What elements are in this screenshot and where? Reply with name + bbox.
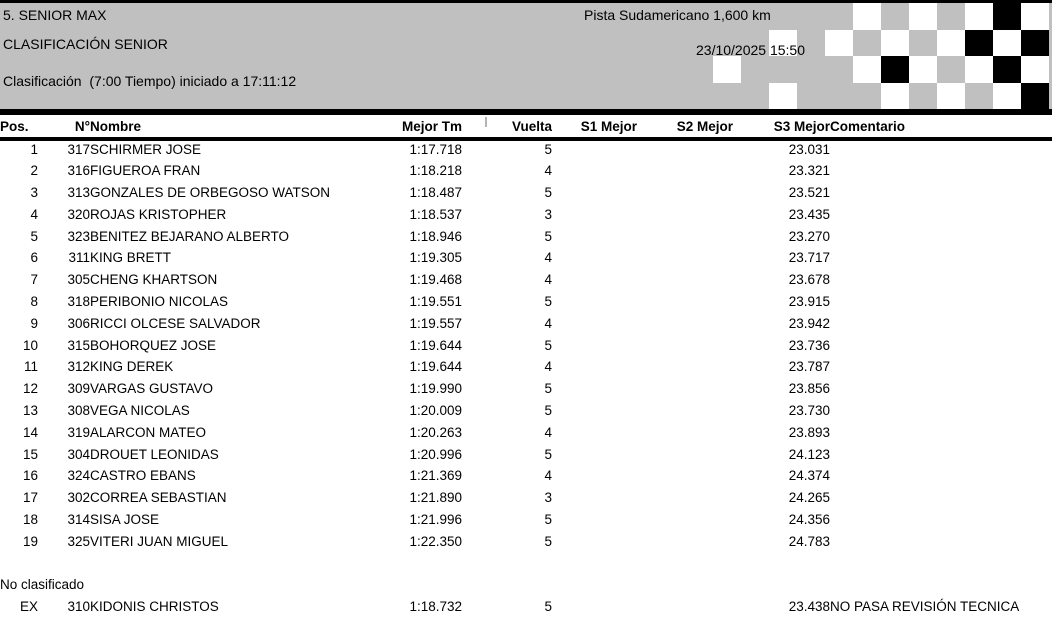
checker-cell: [713, 83, 741, 110]
cell-s3: 24.123: [788, 446, 830, 462]
checker-cell: [853, 30, 881, 57]
cell-s1: [552, 466, 637, 488]
checker-cell: [937, 30, 965, 57]
cell-name: RICCI OLCESE SALVADOR: [90, 315, 261, 331]
cell-pos: 5: [30, 228, 38, 244]
cell-s3: 23.438: [788, 599, 830, 615]
cell-s3: 24.265: [788, 490, 830, 506]
event-name: CLASIFICACIÓN SENIOR: [3, 36, 168, 52]
cell-pos: 3: [30, 185, 38, 201]
report-header-band: [0, 0, 1052, 115]
cell-name: GONZALES DE ORBEGOSO WATSON: [90, 185, 331, 201]
cell-best: 1:21.369: [409, 468, 462, 484]
cell-best: 1:18.487: [409, 185, 462, 201]
spacer-row: [0, 553, 1052, 575]
cell-comment: [830, 270, 1052, 292]
checker-cell: [825, 56, 853, 83]
cell-comment: [830, 204, 1052, 226]
checker-cell: [825, 83, 853, 110]
result-row: [0, 161, 1052, 183]
checker-cell: [965, 3, 993, 30]
cell-s3: 23.730: [788, 403, 830, 419]
checker-cell: [853, 83, 881, 110]
cell-s3: 24.374: [788, 468, 830, 484]
cell-pos: 15: [22, 446, 38, 462]
cell-comment: [830, 161, 1052, 183]
column-header-lap: Vuelta: [462, 117, 552, 139]
cell-s1: [552, 379, 637, 401]
table-header-row: [0, 117, 1052, 139]
checker-cell: [1021, 30, 1049, 57]
checker-cell: [797, 83, 825, 110]
checker-cell: [769, 56, 797, 83]
cell-best: 1:19.557: [409, 315, 462, 331]
cell-best: 1:19.305: [409, 250, 462, 266]
results-body: [0, 139, 1052, 619]
checker-cell: [965, 30, 993, 57]
cell-s3: 23.856: [788, 381, 830, 397]
column-header-s2-best: S2 Mejor: [637, 117, 733, 139]
cell-comment: [830, 313, 1052, 335]
result-row: [0, 335, 1052, 357]
cell-s2: [637, 139, 733, 161]
cell-s3: 23.521: [788, 185, 830, 201]
cell-num: 315: [67, 337, 90, 353]
session-info: Clasificación (7:00 Tiempo) iniciado a 17:11:12: [3, 73, 297, 89]
cell-pos: 4: [30, 206, 38, 222]
cell-s2: [637, 248, 733, 270]
column-header-number: N°: [38, 117, 90, 139]
checker-cell: [909, 30, 937, 57]
cell-best: 1:18.946: [409, 228, 462, 244]
cell-s2: [637, 401, 733, 423]
cell-s2: [637, 183, 733, 205]
checker-cell: [1021, 56, 1049, 83]
cell-s2: [637, 510, 733, 532]
cell-num: 308: [67, 403, 90, 419]
cell-num: 314: [67, 512, 90, 528]
cell-lap: 4: [544, 163, 552, 179]
cell-s3: 24.356: [788, 512, 830, 528]
cell-s2: [637, 226, 733, 248]
cell-comment: [830, 422, 1052, 444]
checker-cell: [937, 3, 965, 30]
cell-s2: [637, 335, 733, 357]
result-row: [0, 357, 1052, 379]
cell-s2: [637, 466, 733, 488]
cell-num: 317: [67, 142, 90, 158]
result-row: [0, 488, 1052, 510]
cell-num: 320: [67, 206, 90, 222]
cell-name: ALARCON MATEO: [90, 424, 207, 440]
cell-name: VEGA NICOLAS: [90, 403, 190, 419]
cell-best: 1:19.644: [409, 337, 462, 353]
cell-name: CORREA SEBASTIAN: [90, 490, 227, 506]
cell-s1: [552, 204, 637, 226]
cell-best: 1:22.350: [409, 533, 462, 549]
cell-s3: 23.942: [788, 315, 830, 331]
cell-s2: [637, 204, 733, 226]
cell-lap: 4: [544, 272, 552, 288]
cell-pos: 10: [22, 337, 38, 353]
cell-comment: [830, 488, 1052, 510]
cell-best: 1:20.263: [409, 424, 462, 440]
cell-pos: 9: [30, 315, 38, 331]
cell-lap: 4: [544, 468, 552, 484]
cell-lap: 5: [544, 337, 552, 353]
result-row: [0, 313, 1052, 335]
report-datetime: 23/10/2025 15:50: [696, 42, 805, 58]
cell-pos: 6: [30, 250, 38, 266]
cell-name: DROUET LEONIDAS: [90, 446, 219, 462]
cell-pos: 19: [22, 533, 38, 549]
cell-name: FIGUEROA FRAN: [90, 163, 201, 179]
cell-lap: 5: [544, 228, 552, 244]
not-classified-label: No clasificado: [0, 577, 85, 593]
result-row: [0, 510, 1052, 532]
cell-s1: [552, 161, 637, 183]
cell-num: 318: [67, 294, 90, 310]
cell-comment: [830, 357, 1052, 379]
cell-s1: [552, 183, 637, 205]
cell-lap: 5: [544, 185, 552, 201]
cell-s3: 23.893: [788, 424, 830, 440]
column-header-s1-best: S1 Mejor: [552, 117, 637, 139]
cell-s1: [552, 510, 637, 532]
checker-cell: [881, 83, 909, 110]
cell-best: 1:19.644: [409, 359, 462, 375]
cell-lap: 5: [544, 381, 552, 397]
checker-cell: [965, 56, 993, 83]
cell-pos: 16: [22, 468, 38, 484]
cell-s2: [637, 422, 733, 444]
cell-best: 1:20.009: [409, 403, 462, 419]
cell-lap: 5: [544, 142, 552, 158]
cell-name: ROJAS KRISTOPHER: [90, 206, 227, 222]
cell-best: 1:21.890: [409, 490, 462, 506]
cell-lap: 4: [544, 359, 552, 375]
cell-num: 304: [67, 446, 90, 462]
cell-pos: EX: [19, 599, 38, 615]
cell-best: 1:19.990: [409, 381, 462, 397]
cell-lap: 4: [544, 250, 552, 266]
cell-name: SISA JOSE: [90, 512, 160, 528]
cell-best: 1:18.537: [409, 206, 462, 222]
column-header-s3-best: S3 Mejor: [733, 117, 830, 139]
cell-comment: [830, 444, 1052, 466]
cell-num: 302: [67, 490, 90, 506]
cell-s1: [552, 422, 637, 444]
checker-cell: [937, 83, 965, 110]
session-title: 5. SENIOR MAX: [3, 7, 107, 23]
cell-best: 1:18.732: [409, 599, 462, 615]
cell-s2: [637, 531, 733, 553]
cell-pos: 7: [30, 272, 38, 288]
checker-cell: [881, 3, 909, 30]
checker-cell: [741, 56, 769, 83]
checker-cell: [1021, 83, 1049, 110]
checker-cell: [993, 56, 1021, 83]
excluded-row: [0, 597, 1052, 619]
track-name: Pista Sudamericano 1,600 km: [584, 7, 771, 23]
cell-num: 312: [67, 359, 90, 375]
cell-comment: NO PASA REVISIÓN TECNICA: [830, 599, 1020, 615]
cell-s3: 23.031: [788, 142, 830, 158]
cell-lap: 4: [544, 315, 552, 331]
cell-s2: [637, 444, 733, 466]
cell-name: PERIBONIO NICOLAS: [90, 294, 229, 310]
result-row: [0, 183, 1052, 205]
cell-best: 1:19.468: [409, 272, 462, 288]
result-row: [0, 204, 1052, 226]
checker-cell: [853, 56, 881, 83]
cell-comment: [830, 248, 1052, 270]
cell-lap: 4: [544, 424, 552, 440]
cell-s1: [552, 270, 637, 292]
result-row: [0, 444, 1052, 466]
checker-cell: [797, 3, 825, 30]
checker-cell: [909, 3, 937, 30]
cell-s3: 23.717: [788, 250, 830, 266]
cell-best: 1:17.718: [409, 142, 462, 158]
cell-name: BENITEZ BEJARANO ALBERTO: [90, 228, 290, 244]
cell-s2: [637, 597, 733, 619]
checker-cell: [909, 56, 937, 83]
cell-s3: 23.270: [788, 228, 830, 244]
cell-best: 1:18.218: [409, 163, 462, 179]
cell-num: 316: [67, 163, 90, 179]
cell-name: KING DEREK: [90, 359, 174, 375]
cell-s3: 23.915: [788, 294, 830, 310]
results-table: [0, 117, 1052, 619]
not-classified-section-row: [0, 575, 1052, 597]
cell-s1: [552, 292, 637, 314]
cell-s2: [637, 379, 733, 401]
cell-num: 309: [67, 381, 90, 397]
result-row: [0, 270, 1052, 292]
checker-cell: [713, 56, 741, 83]
result-row: [0, 401, 1052, 423]
cell-s1: [552, 401, 637, 423]
result-row: [0, 466, 1052, 488]
checker-cell: [1021, 3, 1049, 30]
cell-s1: [552, 226, 637, 248]
result-row: [0, 139, 1052, 161]
cell-pos: 11: [23, 359, 38, 375]
cell-num: 323: [67, 228, 90, 244]
cell-lap: 3: [544, 490, 552, 506]
cell-s2: [637, 488, 733, 510]
cell-num: 305: [67, 272, 90, 288]
cell-name: KIDONIS CHRISTOS: [90, 599, 219, 615]
cell-pos: 18: [22, 512, 38, 528]
cell-comment: [830, 531, 1052, 553]
cell-s3: 23.435: [788, 206, 830, 222]
checker-cell: [993, 3, 1021, 30]
cell-s2: [637, 357, 733, 379]
cell-name: BOHORQUEZ JOSE: [90, 337, 217, 353]
cell-s1: [552, 531, 637, 553]
result-row: [0, 292, 1052, 314]
result-row: [0, 248, 1052, 270]
cell-lap: 5: [544, 599, 552, 615]
cell-comment: [830, 335, 1052, 357]
cell-s1: [552, 139, 637, 161]
cell-s2: [637, 270, 733, 292]
checker-cell: [937, 56, 965, 83]
checker-cell: [993, 30, 1021, 57]
cell-num: 319: [67, 424, 90, 440]
cell-name: KING BRETT: [90, 250, 172, 266]
cell-pos: 17: [22, 490, 38, 506]
checker-cell: [853, 3, 881, 30]
checker-cell: [741, 83, 769, 110]
checker-cell: [825, 3, 853, 30]
cell-num: 306: [67, 315, 90, 331]
cell-comment: [830, 226, 1052, 248]
checker-cell: [881, 56, 909, 83]
cell-s1: [552, 444, 637, 466]
cell-comment: [830, 466, 1052, 488]
checker-cell: [965, 83, 993, 110]
cell-s2: [637, 313, 733, 335]
cell-comment: [830, 379, 1052, 401]
cell-comment: [830, 401, 1052, 423]
cell-num: 311: [68, 250, 90, 266]
cell-num: 325: [67, 533, 90, 549]
checker-cell: [825, 30, 853, 57]
cell-name: SCHIRMER JOSE: [90, 142, 202, 158]
cell-num: 324: [67, 468, 90, 484]
cell-lap: 5: [544, 446, 552, 462]
cell-s3: 23.321: [788, 163, 830, 179]
cell-pos: 14: [22, 424, 38, 440]
result-row: [0, 531, 1052, 553]
cell-s3: 23.736: [788, 337, 830, 353]
cell-s2: [637, 161, 733, 183]
column-header-best-time: Mejor Tm: [390, 117, 462, 139]
cell-comment: [830, 510, 1052, 532]
checker-cell: [881, 30, 909, 57]
cell-pos: 13: [22, 403, 38, 419]
result-row: [0, 226, 1052, 248]
result-row: [0, 422, 1052, 444]
cell-num: 310: [67, 599, 90, 615]
cell-num: 313: [67, 185, 90, 201]
cell-s1: [552, 248, 637, 270]
result-row: [0, 379, 1052, 401]
cell-lap: 3: [544, 206, 552, 222]
cell-s1: [552, 597, 637, 619]
column-header-pos: Pos.: [0, 117, 38, 139]
checker-cell: [769, 83, 797, 110]
cell-pos: 8: [30, 294, 38, 310]
cell-s1: [552, 313, 637, 335]
checker-cell: [769, 3, 797, 30]
cell-s3: 23.787: [788, 359, 830, 375]
cell-name: VITERI JUAN MIGUEL: [90, 533, 229, 549]
cell-pos: 12: [22, 381, 38, 397]
cell-pos: 1: [30, 142, 38, 158]
cell-lap: 5: [544, 403, 552, 419]
checker-cell: [797, 56, 825, 83]
cell-lap: 5: [544, 294, 552, 310]
cell-best: 1:19.551: [409, 294, 462, 310]
cell-lap: 5: [544, 512, 552, 528]
cell-name: CHENG KHARTSON: [90, 272, 218, 288]
cell-s2: [637, 292, 733, 314]
cell-comment: [830, 292, 1052, 314]
cell-comment: [830, 139, 1052, 161]
cell-comment: [830, 183, 1052, 205]
checker-cell: [993, 83, 1021, 110]
column-header-name: Nombre: [90, 117, 390, 139]
column-header-comment: Comentario: [830, 117, 1052, 139]
cell-s1: [552, 335, 637, 357]
cell-s3: 23.678: [788, 272, 830, 288]
cell-best: 1:20.996: [409, 446, 462, 462]
cell-name: CASTRO EBANS: [90, 468, 196, 484]
cell-s1: [552, 357, 637, 379]
cell-lap: 5: [544, 533, 552, 549]
cell-s1: [552, 488, 637, 510]
cell-name: VARGAS GUSTAVO: [90, 381, 214, 397]
cell-pos: 2: [30, 163, 38, 179]
cell-s3: 24.783: [788, 533, 830, 549]
checker-cell: [909, 83, 937, 110]
cell-best: 1:21.996: [409, 512, 462, 528]
